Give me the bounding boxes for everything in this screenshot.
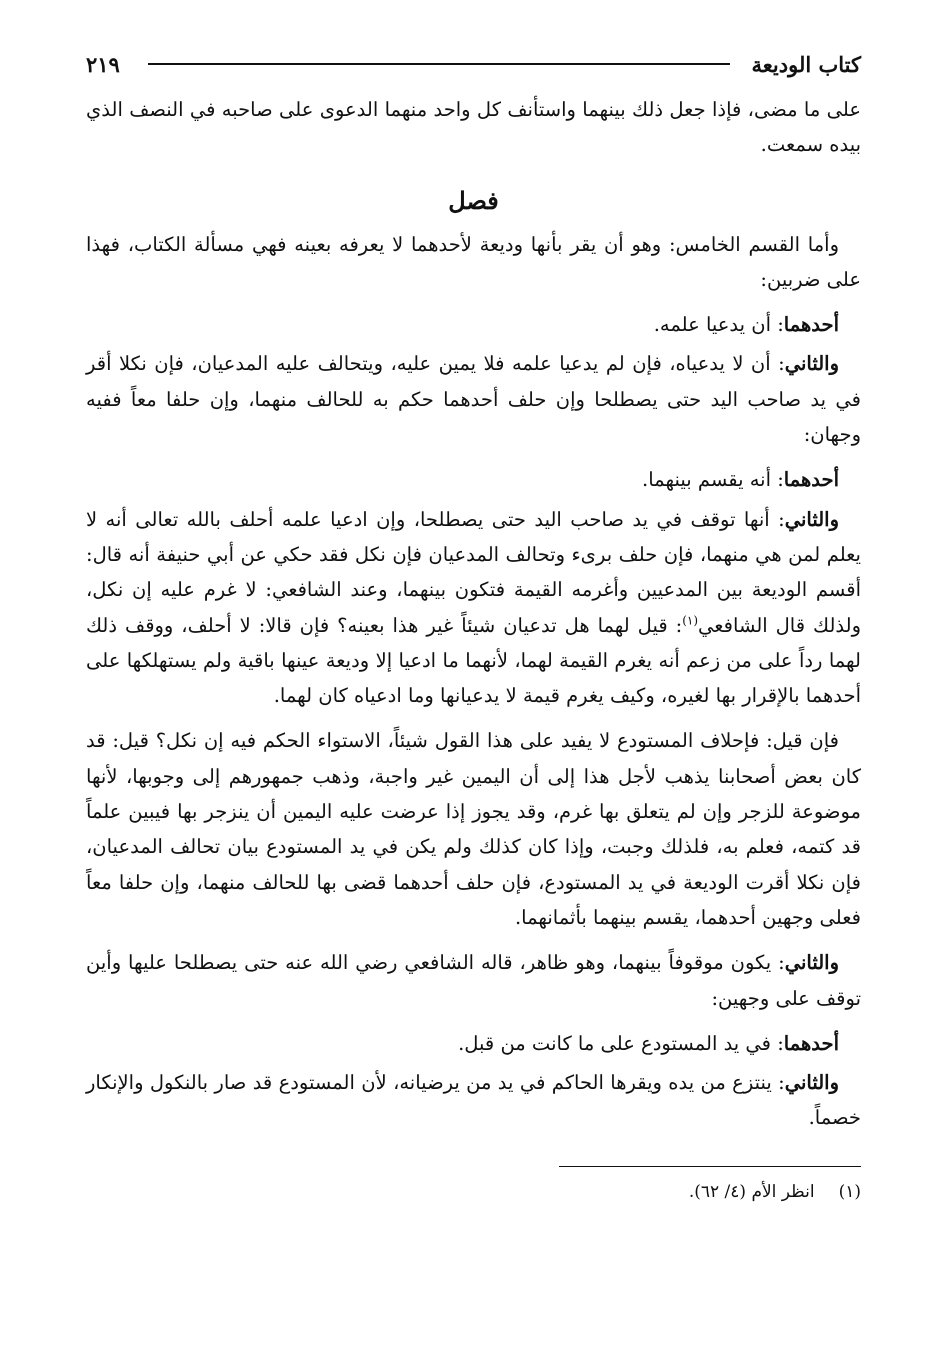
paragraph-text: : أنها توقف في يد صاحب اليد حتى يصطلحا، وإن ادعيا علمه أحلف بالله تعالى أنه لا يعلم لمن هي منهما، فإن حلف برىء وتحالف المدعيان فإن نكل فقد حكي عن أبي حنيفة أنه قال: أقسم الوديعة بين المدعيين وأغرمه القيمة فتكون بينهما، وعند الشافعي: لا غرم عليه إن نكل، ولذلك قال الشافعي <box>86 507 861 637</box>
paragraph: وأما القسم الخامس: وهو أن يقر بأنها وديعة لأحدهما لا يعرفه بعينه فهي مسألة الكتاب، فهذا على ضربين: <box>86 232 861 291</box>
paragraph-text: : أنه يقسم بينهما. <box>642 468 784 492</box>
paragraph: على ما مضى، فإذا جعل ذلك بينهما واستأنف كل واحد منهما الدعوى على صاحبه في النصف الذي بيده سمعت. <box>86 98 861 157</box>
paragraph-text: : يكون موقوفاً بينهما، وهو ظاهر، قاله الشافعي رضي الله عنه حتى يصطلحا عليها وأين توقف على وجهين: <box>86 951 861 1010</box>
body-text <box>86 92 861 1136</box>
paragraph-lead: والثاني <box>784 352 839 376</box>
paragraph-text: : في يد المستودع على ما كانت من قبل. <box>458 1031 784 1055</box>
paragraph <box>86 1065 861 1136</box>
book-title: كتاب الوديعة <box>751 51 861 77</box>
paragraph-lead: أحدهما <box>783 313 839 337</box>
header-rule <box>148 63 730 65</box>
paragraph-lead: والثاني <box>784 951 839 975</box>
paragraph <box>86 462 861 497</box>
paragraph-lead: أحدهما <box>783 1031 839 1055</box>
footnote-rule <box>559 1166 861 1167</box>
paragraph-lead: والثاني <box>784 507 839 531</box>
footnote-number: (١) <box>838 1181 861 1202</box>
page-number: ٢١٩ <box>86 51 120 77</box>
paragraph-text: : أن لا يدعياه، فإن لم يدعيا علمه فلا يمين عليه، ويتحالف عليه المدعيان، فإن نكلا أقر في يد صاحب اليد حتى يصطلحا وإن حلف أحدهما حكم به للحالف منهما، وإن حلفا معاً ففيه وجهان: <box>86 352 861 447</box>
paragraph-text: : قيل لهما هل تدعيان شيئاً غير هذا بعينه؟ فإن قالا: لا أحلف، ووقف ذلك لهما رداً على من زعم أنه يغرم القيمة لهما، لأنهما ما ادعيا إلا وديعة عينها باقية ولم يستهلكها على أحدهما بالإقرار بها لغيره، وكيف يغرم قيمة لا يدعيانها وما ادعياه كان لهما. <box>86 613 861 708</box>
footnote-marker[interactable]: (١) <box>682 613 699 628</box>
section-title: فصل <box>448 185 499 215</box>
footnote <box>86 1179 861 1205</box>
paragraph <box>86 346 861 452</box>
book-page <box>86 44 861 1205</box>
paragraph-lead: والثاني <box>784 1071 839 1095</box>
paragraph <box>86 502 861 714</box>
running-header <box>86 44 861 84</box>
paragraph-lead: أحدهما <box>783 468 839 492</box>
footnote-text: انظر الأم (٤/ ٦٢). <box>688 1181 815 1202</box>
paragraph: فإن قيل: فإحلاف المستودع لا يفيد على هذا القول شيئاً، الاستواء الحكم فيه إن نكل؟ قيل: قد كان بعض أصحابنا يذهب لأجل هذا إلى أن اليمين غير واجبة، وذهب جمهورهم إلى وجوبها، لأنها موضوعة للزجر وإن لم يتعلق بها غرم، وقد يجوز إذا عرضت عليه اليمين أن ينزجر بها فيبين علماً قد كتمه، فعلم به، فلذلك وجبت، وإذا كان كذلك ولم يكن في يد المستودع بيان تحالف المدعيان، فإن نكلا أقرت الوديعة في يد المستودع، فإن حلف أحدهما قضى بها للحالف منهما، وإن حلفا معاً فعلى وجهين أحدهما، يقسم بينهما بأثمانهما. <box>86 729 861 929</box>
paragraph-text: : أن يدعيا علمه. <box>653 313 784 337</box>
paragraph-text: : ينتزع من يده ويقرها الحاكم في يد من يرضيانه، لأن المستودع قد صار بالنكول والإنكار خصماً. <box>86 1071 861 1130</box>
paragraph <box>86 307 861 342</box>
paragraph <box>86 1026 861 1061</box>
paragraph <box>86 945 861 1016</box>
